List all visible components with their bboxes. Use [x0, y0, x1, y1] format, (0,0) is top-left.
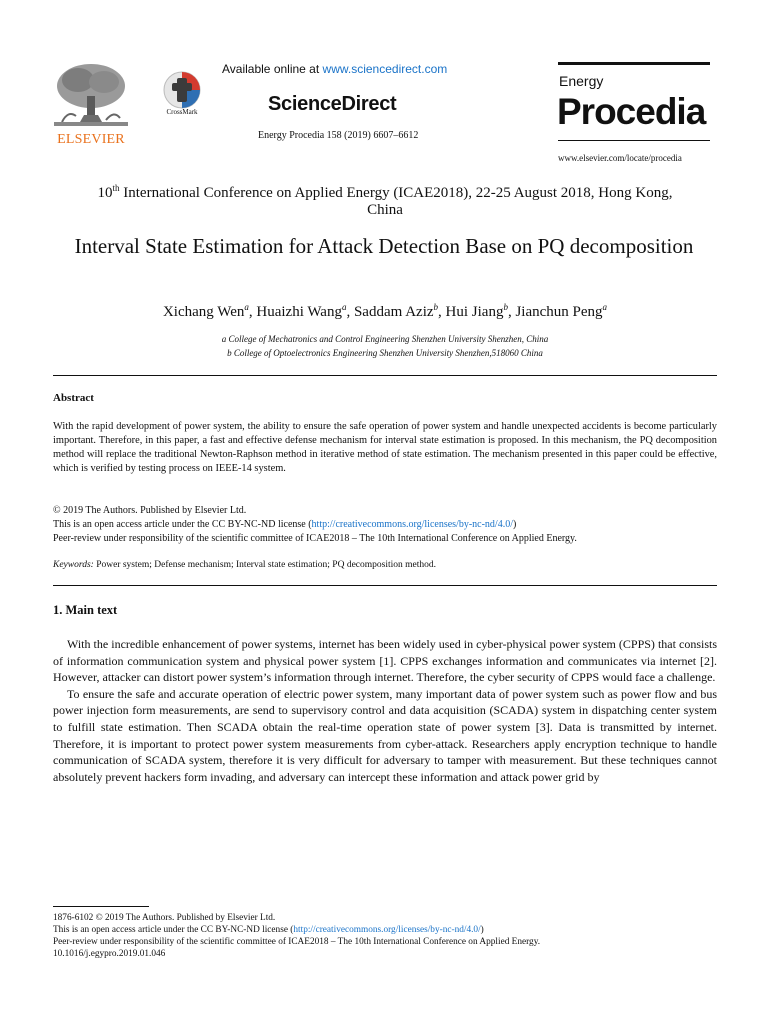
license-link[interactable]: http://creativecommons.org/licenses/by-nc-nd/4.0/: [311, 519, 513, 530]
available-online-line: [222, 62, 447, 76]
keywords-line: [53, 558, 733, 572]
conference-ordinal: th: [112, 183, 120, 193]
conference-text: International Conference on Applied Energy (ICAE2018), 22-25 August 2018, Hong Kong,: [119, 185, 673, 201]
author-name: Saddam Aziz: [353, 304, 434, 320]
sciencedirect-wordmark: ScienceDirect: [268, 93, 397, 115]
affiliation-b: b College of Optoelectronics Engineering Shenzhen University Shenzhen,518060 China: [227, 348, 543, 358]
author-name: Huaizhi Wang: [256, 304, 342, 320]
author-separator: ,: [248, 304, 257, 320]
author-affiliation-mark: b: [433, 302, 439, 312]
author-list: [40, 302, 730, 321]
author-separator: ,: [507, 304, 516, 320]
crossmark-label: CrossMark: [166, 108, 198, 116]
license-suffix: ): [512, 519, 517, 530]
paper-title: Interval State Estimation for Attack Detection Base on PQ decomposition: [74, 234, 694, 258]
section-heading: 1. Main text: [53, 603, 118, 617]
section-body: [53, 636, 717, 785]
footer-issn: 1876-6102 © 2019 The Authors. Published by Elsevier Ltd.: [53, 913, 276, 923]
author-affiliation-mark: a: [341, 302, 347, 312]
footer-license-prefix: This is an open access article under the CC BY-NC-ND license (: [53, 925, 294, 935]
journal-url[interactable]: www.elsevier.com/locate/procedia: [558, 153, 682, 163]
footer-rule: [53, 906, 149, 907]
footer-doi[interactable]: 10.1016/j.egypro.2019.01.046: [53, 949, 166, 959]
copyright-line: © 2019 The Authors. Published by Elsevier Ltd.: [53, 505, 247, 516]
abstract-bottom-rule: [53, 585, 717, 586]
author-affiliation-mark: b: [503, 302, 508, 312]
sciencedirect-link[interactable]: www.sciencedirect.com: [322, 62, 448, 76]
author-name: Jianchun Peng: [515, 304, 603, 320]
journal-logo-small: Energy: [559, 73, 604, 89]
author-name: Xichang Wen: [162, 304, 245, 320]
license-line: [53, 518, 733, 532]
author-name: Hui Jiang: [445, 304, 504, 320]
conference-line: [40, 180, 730, 219]
license-prefix: This is an open access article under the CC BY-NC-ND license (: [53, 519, 312, 530]
peer-review-line: Peer-review under responsibility of the scientific committee of ICAE2018 – The 10th International Conference on Applied Energy.: [53, 533, 577, 544]
body-paragraph-2: To ensure the safe and accurate operation of electric power system, many important data of power system such as power flow and bus power injection form measurements, are send to supervisory control and data acquisition (SCADA) system in dispatching center system to fulfill state estimation. Then SCADA obtain the real-time operation state of power system [3]. Data is transmitted by internet. Therefore, it is important to protect power system measurements from cyber-attack. Researchers apply encryption technique to handle communication of SCADA system, therefore it is very difficult for adversary to tamper with measurement. But these techniques cannot absolutely prevent hackers form invading, and adversary can intercept these information and attack power grid by: [53, 686, 717, 784]
footer-license: [53, 924, 733, 936]
body-paragraph-1: With the incredible enhancement of power systems, internet has been widely used in cyber-physical power system (CPPS) that consists of information communication system and physical power system [1]. CPPS exchanges information and communicates via internet [2]. However, attacker can distort power system’s information through internet. Therefore, the cyber security of CPPS would face a challenge.: [53, 637, 717, 685]
journal-reference: Energy Procedia 158 (2019) 6607–6612: [258, 130, 419, 141]
keywords-list: Power system; Defense mechanism; Interval state estimation; PQ decomposition method.: [93, 560, 437, 570]
footer-block: [53, 912, 733, 960]
elsevier-wordmark: ELSEVIER: [57, 132, 125, 147]
footer-license-suffix: ): [480, 925, 484, 935]
journal-logo-large: Procedia: [557, 91, 706, 132]
copyright-block: [53, 504, 733, 546]
abstract-top-rule: [53, 375, 717, 376]
author-separator: ,: [346, 304, 354, 320]
keywords-label: Keywords:: [53, 560, 94, 570]
footer-license-link[interactable]: http://creativecommons.org/licenses/by-nc-nd/4.0/: [293, 925, 481, 935]
author-affiliation-mark: a: [602, 302, 608, 312]
author-affiliation-mark: a: [244, 302, 249, 312]
conference-country: China: [367, 202, 403, 218]
available-prefix: Available online at: [222, 62, 323, 76]
abstract-heading: Abstract: [53, 392, 94, 404]
author-separator: ,: [438, 304, 446, 320]
journal-logo-bottom-rule: [558, 140, 710, 141]
journal-logo-top-rule: [558, 62, 710, 65]
affiliation-a: a College of Mechatronics and Control Engineering Shenzhen University Shenzhen, China: [221, 334, 549, 344]
footer-peer-review: Peer-review under responsibility of the scientific committee of ICAE2018 – The 10th International Conference on Applied Energy.: [53, 937, 541, 947]
conference-number: 10: [97, 185, 113, 201]
abstract-body: With the rapid development of power system, the ability to ensure the safe operation of power system and handle unexpected accidents is become particularly important. Therefore, in this paper, a fast and effective defense mechanism for interval state estimation is proposed. In this mechanism, the PQ decomposition method will replace the traditional Newton-Raphson method in iterative method of state estimation. The mechanism presented in this paper could be effective, which is verified by testing process on IEEE-14 system.: [53, 421, 717, 474]
